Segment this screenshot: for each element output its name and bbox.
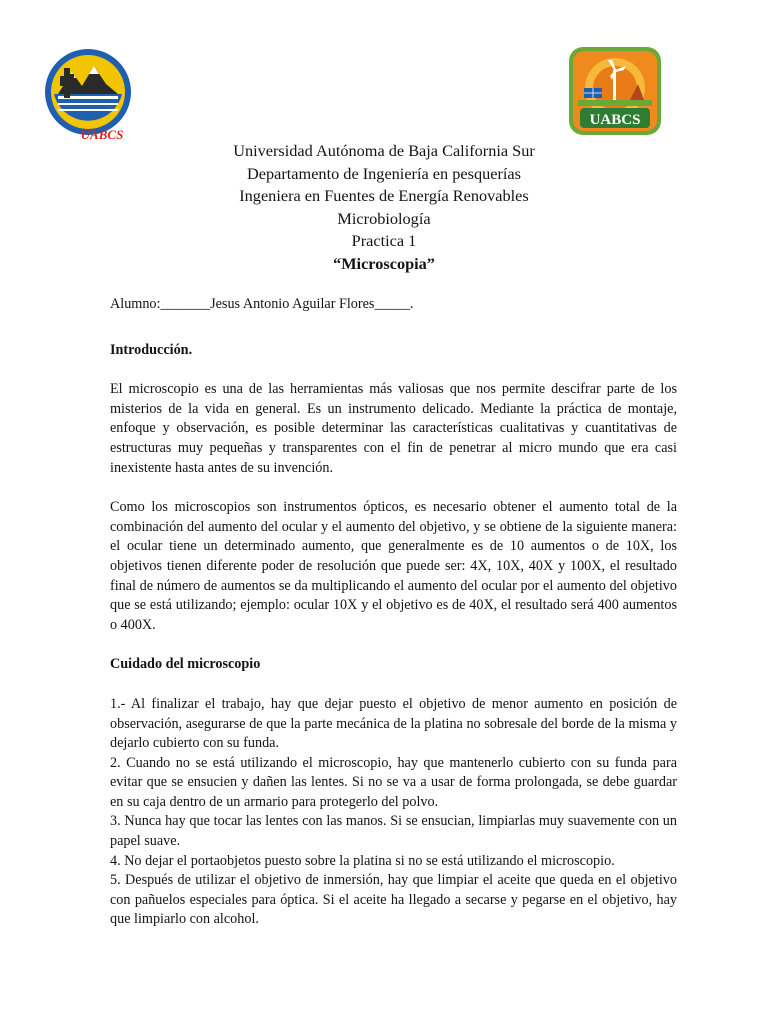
intro-title: Introducción. xyxy=(110,341,193,358)
course-name: Microbiología xyxy=(337,208,431,228)
university-name: Universidad Autónoma de Baja California Sur xyxy=(233,141,535,160)
uabcs-renewable-energy-logo-icon xyxy=(568,46,662,136)
care-title: Cuidado del microscopio xyxy=(110,656,261,673)
care-item-1: 1.- Al finalizar el trabajo, hay que dejar puesto el objetivo de menor aumento en posición de observación, asegurarse de que la parte mecánica de la platina no sobresale del borde de la misma y dejarlo cubierto con su funda. xyxy=(110,695,677,752)
left-logo-text: UABCS xyxy=(80,127,124,142)
practice-topic: “Microscopia” xyxy=(333,253,435,273)
intro-paragraph-2: Como los microscopios son instrumentos ópticos, es necesario obtener el aumento total de la combinación del aumento del ocular y el aumento del objetivo, y se obtiene de la siguiente manera: el ocular tiene un determinado aumento, que generalmente es de 10 aumentos o de 10X, los objetivos tienen diferente poder de resolución que puede ser: 4X, 10X, 40X y 100X, el resultado final de número de aumentos se da multiplicando el aumento del ocular por el aumento del objetivo que se está utilizando; ejemplo: ocular 10X y el objetivo es de 40X, el resultado será 400 aumentos o 400X. xyxy=(110,499,677,633)
program-name: Ingeniera en Fuentes de Energía Renovables xyxy=(239,186,529,205)
right-logo-text: UABCS xyxy=(589,112,641,128)
department-name: Departamento de Ingeniería en pesquerías xyxy=(247,163,521,183)
student-line: Alumno:_______Jesus Antonio Aguilar Flores_____. xyxy=(110,296,414,312)
intro-paragraph-1: El microscopio es una de las herramientas más valiosas que nos permite descifrar parte de los misterios de la vida en general. Es un instrumento delicado. Mediante la práctica de montaje, enfoque y observación, es posible determinar las características cualitativas y cuantitativas de estructuras muy pequeñas y transparentes con el fin de penetrar al micro mundo que era casi inexistente hasta antes de su invención. xyxy=(110,381,677,476)
practice-number: Practica 1 xyxy=(351,231,417,250)
care-item-5: 5. Después de utilizar el objetivo de inmersión, hay que limpiar el aceite que queda en el objetivo con pañuelos especiales para óptica. Si el aceite ha llegado a secarse y pegarse en el objetivo, hay que limpiarlo con alcohol. xyxy=(110,872,677,928)
care-item-4: 4. No dejar el portaobjetos puesto sobre la platina si no se está utilizando el microscopio. xyxy=(110,852,615,869)
care-item-2: 2. Cuando no se está utilizando el microscopio, hay que mantenerlo cubierto con su funda para evitar que se ensucien y dañen las lentes. Si no se va a usar de forma prolongada, se debe guardar en su caja dentro de un armario para protegerlo del polvo. xyxy=(110,754,677,810)
document-body xyxy=(110,295,677,930)
care-item-3: 3. Nunca hay que tocar las lentes con las manos. Si se ensucian, limpiarlas muy suavemente con un papel suave. xyxy=(110,813,677,850)
document-header xyxy=(0,140,768,275)
uabcs-university-seal-icon xyxy=(44,46,140,142)
